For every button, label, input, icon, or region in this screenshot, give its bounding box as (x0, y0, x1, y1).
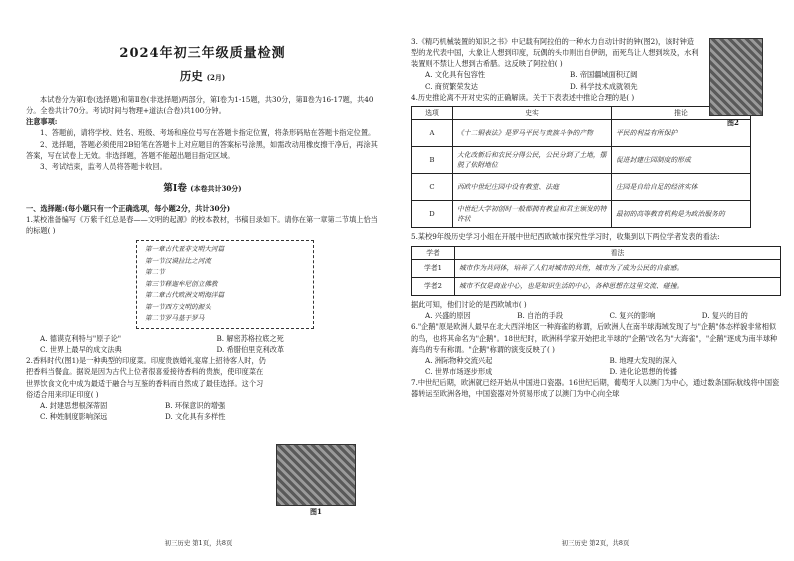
table-cell: C (412, 174, 453, 201)
toc-box (136, 240, 314, 329)
question-1-stem: 1.某校准备编写《万紫千红总是春——文明的起源》的校本教材，书稿目录如下。请你在第一章第二节填上恰当的标题( ) (26, 214, 378, 236)
part-note: (本卷共计30分) (190, 184, 242, 194)
table-row (412, 201, 751, 228)
toc-line: 第三节释迦牟尼创立佛教 (145, 279, 218, 288)
question-5-table (411, 246, 781, 297)
toc-line: 第二节罗马基于罗马 (145, 314, 205, 323)
table-header-row (412, 246, 781, 260)
option-d[interactable]: D. 希腊伯里克利改革 (216, 345, 285, 355)
table-cell: 中世纪大学初创时一般都拥有教皇和君主颁发的特许状 (453, 201, 612, 228)
toc-line: 第二节 (145, 268, 165, 277)
page-right (397, 0, 794, 561)
question-5-stem: 5.某校9年级历史学习小组在开展中世纪西欧城市探究性学习时，收集到以下两位学者发表的看法: (411, 232, 720, 242)
question-4-table (411, 106, 751, 229)
table-row (412, 174, 751, 201)
question-3-stem: 3.《精巧机械装置的知识之书》中记载有阿拉伯的一种水力自动计时的钟(图2)，该时钟造型的龙代表中国，大象让人想到印度，玩偶的头巾则出自伊朗，而死鸟让人想到埃及，水利装置则不禁让人想到古希腊。这反映了阿拉伯( ) (411, 37, 699, 69)
table-cell: 促进封建庄园制度的形成 (612, 147, 751, 174)
option-c[interactable]: C. 世界市场逐步形成 (425, 367, 493, 377)
exam-title: 2024年初三年级质量检测 (119, 46, 286, 61)
option-c[interactable]: C. 复兴的影响 (609, 311, 656, 321)
figure-2-image (709, 38, 763, 116)
question-5-options (411, 310, 780, 321)
notice-item: 1、答题前，请将学校、姓名、班级、考场和座位号写在答题卡指定位置，将条形码贴在答题卡指定位置。 (40, 128, 376, 138)
figure-2-caption: 图2 (727, 118, 739, 127)
table-cell: 西欧中世纪庄园中设有教堂、法庭 (453, 174, 612, 201)
part-title: 第Ⅰ卷 (163, 183, 187, 195)
subject-name: 历史 (179, 69, 203, 84)
question-6-stem: 6."企鹅"原是欧洲人最早在北大西洋地区一种海雀的称谓，后欧洲人在南半球海域发现了与"企鹅"体态样貌非常相似的鸟，也将其命名为"企鹅"。18世纪时，欧洲科学家开始把北半球的"企鹅"改名为"大海雀"，"企鹅"逐成为南半球种海鸟的专有称谓。"企鹅"称谓的演变反映了( ) (411, 322, 778, 354)
option-c[interactable]: C. 世界上最早的成文法典 (40, 345, 122, 355)
notice-title: 注意事项: (26, 117, 58, 127)
option-b[interactable]: B. 地理大发现的深入 (609, 355, 677, 365)
option-a[interactable]: A. 兴盛的原因 (425, 311, 471, 321)
table-header-cell: 看法 (455, 246, 781, 260)
option-d[interactable]: D. 进化论思想的传播 (609, 367, 678, 377)
section-title: 一、选择题:(每小题只有一个正确选项，每小题2分，共计30分) (26, 203, 231, 213)
table-cell: 学者1 (412, 260, 455, 278)
option-a[interactable]: A. 文化具有包容性 (425, 70, 486, 80)
question-5-tail: 据此可知，他们讨论的是西欧城市( ) (411, 300, 527, 310)
table-header-row (412, 106, 751, 120)
option-d[interactable]: D. 复兴的目的 (701, 311, 748, 321)
option-c[interactable]: C. 商贸繁荣发达 (425, 81, 478, 91)
option-c[interactable]: C. 种姓制度影响深远 (40, 412, 108, 422)
question-2-options (26, 400, 276, 422)
table-row (412, 260, 781, 278)
question-6-options (411, 355, 780, 377)
page-footer: 初三历史 第2页，共8页 (561, 539, 630, 548)
table-cell: 城市不仅是商业中心，也是知识生活的中心，各种思想在这里交流、碰撞。 (455, 278, 781, 296)
option-a[interactable]: A. 德谟克利特与"原子论" (40, 333, 122, 343)
table-cell: B (412, 147, 453, 174)
toc-line: 第一节汉谟拉比之河流 (145, 256, 211, 265)
option-b[interactable]: B. 解密苏格拉底之死 (216, 333, 284, 343)
option-b[interactable]: B. 自治的手段 (517, 311, 564, 321)
option-b[interactable]: B. 环保意识的增强 (165, 400, 226, 410)
subject-heading (26, 68, 379, 86)
figure-1-image (276, 444, 356, 506)
table-cell: 《十二铜表法》是罗马平民与贵族斗争的产物 (453, 120, 612, 147)
option-d[interactable]: D. 文化具有多样性 (165, 412, 226, 422)
question-2-stem: 2.香料时代(图1)是一种典型的印度菜。印度贵族婚礼宴席上招待客人时，仍把香料当餐盒。据说是因为古代上位者很喜爱接待香料的贵族，使印度菜在世界饮食文化中成为最适于融合与互鉴的香料而自然成了最佳选择。这个习俗适合用来印证印度( ) (26, 356, 266, 399)
figure-1-caption: 图1 (310, 507, 322, 516)
table-header-cell: 史实 (453, 106, 612, 120)
table-cell: 最初的高等教育机构是为政治服务的 (612, 201, 751, 228)
table-cell: 学者2 (412, 278, 455, 296)
question-7-stem: 7.中世纪后期，欧洲就已经开始从中国进口瓷器。16世纪后期，葡萄牙人以澳门为中心，通过数条国际航线将中国瓷器转运至欧洲各地，中国瓷器对外贸易形成了以澳门为中心向全球 (411, 378, 780, 399)
notice-item: 3、考试结束，监考人员将答题卡收回。 (40, 161, 167, 171)
table-cell: 大化改新后和农民分得公民，公民分到了土地，摆脱了依附地位 (453, 147, 612, 174)
notice-item: 2、选择题，答题必须使用2B铅笔在答题卡上对应题目的答案标号涂黑，如需改动用橡皮擦干净后，再涂其答案，写在试卷上无效。非选择题，答题不能超出题目指定区域。 (26, 139, 378, 160)
toc-line: 第二章古代欧洲文明海洋篇 (145, 291, 225, 300)
table-row (412, 120, 751, 147)
table-header-cell: 选项 (412, 106, 453, 120)
table-cell: 庄园是自给自足的经济实体 (612, 174, 751, 201)
toc-line: 第一节西方文明的源头 (145, 302, 211, 311)
toc-line: 第一章古代亚非文明大河篇 (145, 245, 225, 254)
option-a[interactable]: A. 洲际物种交流兴起 (425, 355, 493, 365)
page-footer: 初三历史 第1页，共8页 (164, 539, 233, 548)
table-row (412, 278, 781, 296)
question-4-stem: 4.历史推论离不开对史实的正确解读。关于下表表述中推论合理的是( ) (411, 92, 635, 102)
option-d[interactable]: D. 科学技术成就领先 (570, 81, 638, 91)
table-cell: 平民的利益有所保护 (612, 120, 751, 147)
part-heading (26, 182, 379, 197)
table-row (412, 147, 751, 174)
question-3-options (411, 69, 701, 91)
table-cell: 城市作为共同体，培养了人们对城市的共性，城市为了成为公民的自豪感。 (455, 260, 781, 278)
intro-text: 本试卷分为第Ⅰ卷(选择题)和第Ⅱ卷(非选择题)两部分，第Ⅰ卷为1-15题，共30分，第Ⅱ卷为16-17题，共40分。全卷共计70分。考试时间与物理+道法(合卷)共100分钟。 (26, 94, 374, 116)
table-header-cell: 学者 (412, 246, 455, 260)
option-b[interactable]: B. 帝国疆域面积辽阔 (570, 70, 638, 80)
table-header-cell: 推论 (612, 106, 751, 120)
option-a[interactable]: A. 封建思想根深蒂固 (40, 400, 108, 410)
subject-month: (2月) (206, 73, 226, 83)
question-1-options (26, 333, 379, 355)
table-cell: A (412, 120, 453, 147)
table-cell: D (412, 201, 453, 228)
